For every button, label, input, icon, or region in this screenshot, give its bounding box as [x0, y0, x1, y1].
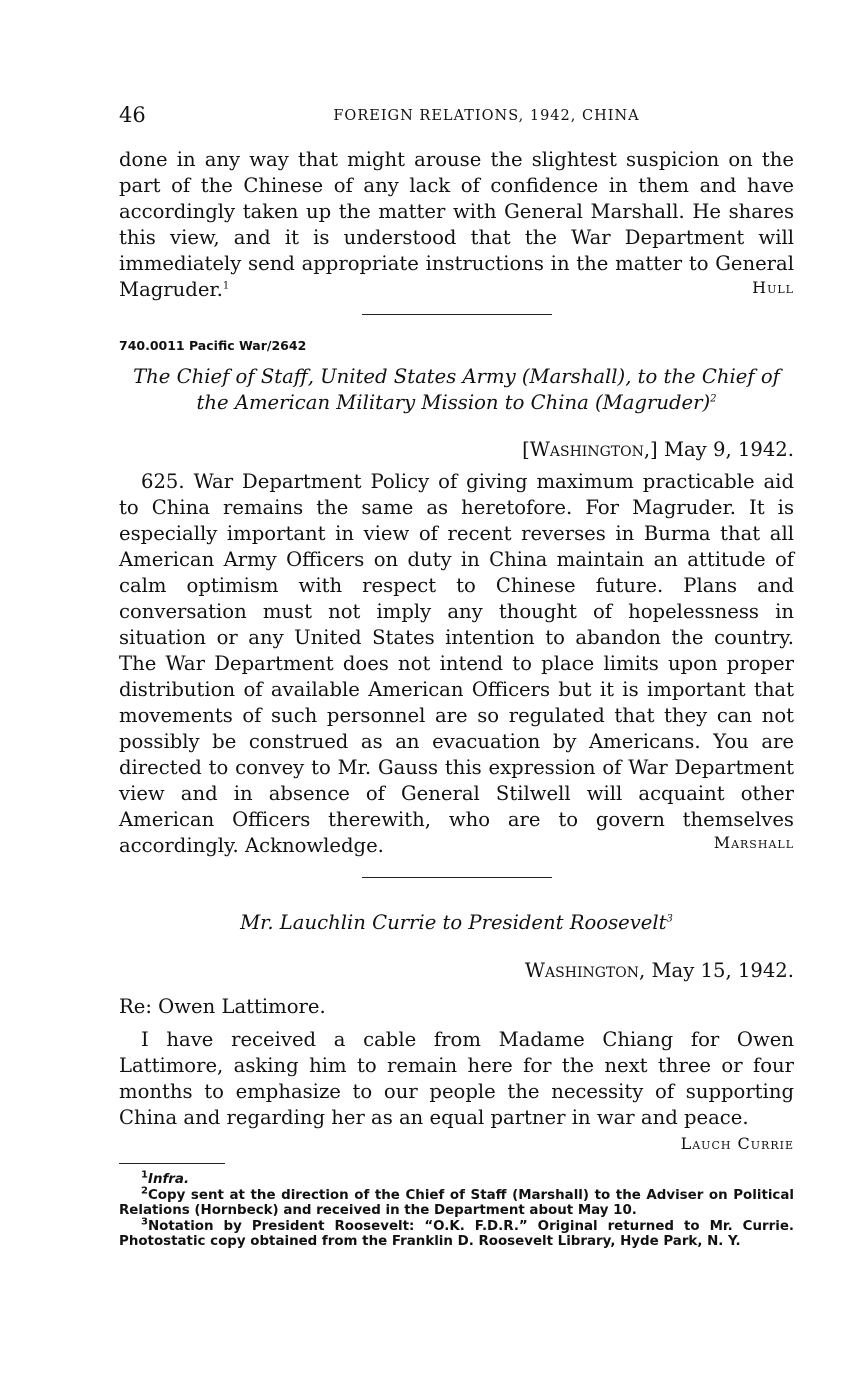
footnotes [119, 1169, 794, 1250]
doc2-body [119, 469, 794, 859]
doc3-dateline: Washington, May 15, 1942. [524, 959, 794, 982]
footnote-2: $^2$Copy sent at the direction of the Chief of Staff (Marshall) to the Adviser on Political Relations (Hornbeck) and received in the Department about May 10. [119, 1185, 794, 1219]
file-number: 740.0011 Pacific War/2642 [119, 338, 307, 353]
doc2-paragraph: 625. War Department Policy of giving maximum practicable aid to China remains the same as heretofore. For Magruder. It is especially important in view of recent reverses in Burma that all American Army Officers on duty in China maintain an attitude of calm optimism with respect to Chinese future. Plans and conversation must not imply any thought of hopelessness in situation or any United States intention to abandon the country. The War Department does not intend to place limits upon proper distribution of available American Officers but it is important that movements of such personnel are so regulated that they can not possibly be construed as an evacuation by Americans. You are directed to convey to Mr. Gauss this expression of War Department view and in absence of General Stilwell will acquaint other American Officers therewith, who are to govern themselves accordingly. Acknowledge. [119, 470, 794, 857]
section-divider [119, 877, 794, 878]
doc3-paragraph: I have received a cable from Madame Chiang for Owen Lattimore, asking him to remain here for the next three or four months to emphasize to our people the necessity of supporting China and regarding her as an equal partner in war and peace. [119, 1028, 794, 1129]
doc2-title-line1: The Chief of Staff, United States Army (Marshall), to the Chief of [133, 365, 780, 388]
doc2-dateline: [Washington,] May 9, 1942. [522, 438, 794, 461]
footnote-1: $^1$Infra. [141, 1169, 190, 1187]
page-number: 46 [119, 103, 146, 127]
doc2-signature: Marshall [713, 833, 794, 852]
doc3-body [119, 1027, 794, 1131]
doc3-title-block [119, 910, 794, 936]
doc1-signature: Hull [752, 278, 794, 297]
footnote-ref: 1 [222, 280, 230, 292]
doc3-title: Mr. Lauchlin Currie to President Roosevelt$^3$ [240, 911, 673, 934]
doc2-title [119, 364, 794, 416]
running-head: FOREIGN RELATIONS, 1942, CHINA [333, 108, 640, 124]
page-header [119, 103, 794, 131]
footnote-divider [119, 1163, 794, 1164]
section-divider [119, 314, 794, 315]
doc2-title-line2: the American Military Mission to China (Magruder)$^2$ [196, 391, 717, 414]
footnote-3: $^3$Notation by President Roosevelt: “O.K. F.D.R.” Original returned to Mr. Currie. Photostatic copy obtained from the Franklin D. Roosevelt Library, Hyde Park, N. Y. [119, 1216, 794, 1250]
doc1-paragraph: done in any way that might arouse the slightest suspicion on the part of the Chinese of any lack of confidence in them and have accordingly taken up the matter with General Marshall. He shares this view, and it is understood that the War Department will immediately send appropriate instructions in the matter to General Magruder.$^1$ [119, 148, 794, 301]
doc3-signature: Lauch Currie [680, 1134, 794, 1153]
doc3-subject: Re: Owen Lattimore. [119, 995, 326, 1018]
